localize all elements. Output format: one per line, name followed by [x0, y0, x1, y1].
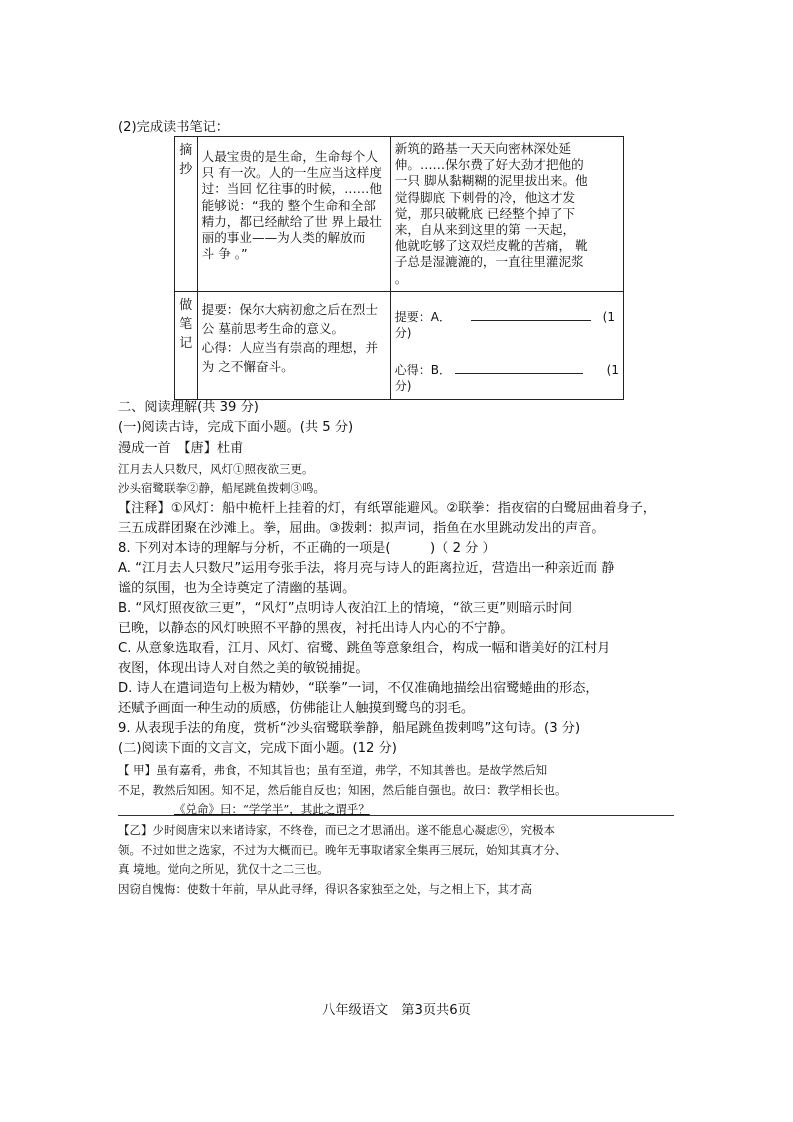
excerpt-left-line: 丽的事业——为人类的解放而 [201, 230, 366, 246]
excerpt-left-line: 过：当回 忆往事的时候，……他 [201, 181, 382, 197]
q8-option-a-2: 谧的氛围，也为全诗奠定了清幽的基调。 [118, 581, 356, 596]
passage-yi-line-4: 因窃自愧悔：使数十年前，早从此寻绎，得识各家独至之处，与之相上下，其才高 [118, 882, 532, 896]
q8-option-b-1: B. “风灯照夜欲三更”，“风灯”点明诗人夜泊江上的情境，“欲三更”则暗示时间 [118, 601, 573, 616]
question-8: 8. 下列对本诗的理解与分析，不正确的一项是( )（ 2 分 ） [118, 541, 496, 556]
passage-yi-line-2: 领。不过如世之选家，不过为大概而已。晚年无事取诸家全集再三展玩，始知其真才分、 [118, 843, 567, 857]
insight-points: (1 [606, 363, 619, 378]
question-9: 9. 从表现手法的角度，赏析“沙头宿鹭联拳静，船尾跳鱼拨剌鸣”这句诗。(3 分) [118, 721, 581, 736]
notes-label-text: 做 笔 记 [179, 297, 193, 351]
excerpt-right-line: 新筑的路基一天天向密林深处延 [394, 141, 572, 156]
reading-notes-table [174, 136, 624, 400]
passage-jia-line-2: 不足，教然后知困。知不足，然后能自反也；知困，然后能自强也。故曰：教学相长也。 [118, 783, 567, 797]
poem-line-1: 江月去人只数尺，风灯①照夜欲三更。 [118, 462, 314, 476]
insight-prefix: 心得：B． [394, 363, 451, 378]
poem-line-2: 沙头宿鹭联拳②静，船尾跳鱼拨剌③鸣。 [118, 481, 325, 495]
q8-option-b-2: 已晚，以静态的风灯映照不平静的黑夜，衬托出诗人内心的不宁静。 [118, 621, 514, 636]
excerpt-left-line: 斗 争 。” [201, 246, 248, 262]
summary-prefix: 提要：A． [394, 309, 451, 324]
notes-left-line: 公 墓前思考生命的意义。 [201, 320, 345, 336]
excerpt-left-line: 精力，都已经献给了世 界上最壮 [201, 213, 382, 229]
notes-label [175, 291, 198, 399]
notes-left-line: 为 之不懈奋斗。 [201, 358, 294, 374]
passage-jia-line-3: 《兑命》曰：“学学半”，其此之谓乎？ [174, 802, 370, 816]
excerpt-right-line: 觉得脚底 下刺骨的冷，他这才发 [394, 189, 576, 205]
excerpt-right-line: 觉，那只破靴底 已经整个掉了下 [394, 205, 576, 221]
passage-yi-line-1: 【乙】少时阅唐宋以来诸诗家，不终卷，而已之才思涌出。遂不能息心凝虑⑨，究极本 [118, 823, 555, 837]
excerpt-right-line: 他就吃够了这双烂皮靴的苦痛， 靴 [394, 238, 588, 254]
excerpt-right-line: 一只 脚从黏糊糊的泥里拔出来。他 [394, 173, 588, 189]
excerpt-right-line: 伸。……保尔费了好大劲才把他的 [394, 157, 584, 173]
excerpt-left-line: 人最宝贵的是生命，生命每个人 [201, 149, 378, 164]
summary-answer-line [395, 308, 619, 325]
q8-option-d-1: D. 诗人在遣词造句上极为精妙，“联拳”一词，不仅准确地描绘出宿鹭蜷曲的形态， [118, 681, 599, 696]
insight-answer-line [395, 361, 619, 378]
poem-title: 漫成一首 【唐】杜甫 [118, 441, 244, 456]
passage-divider [118, 815, 674, 816]
insight-answer-blank[interactable] [455, 361, 583, 374]
section2-title: 二、阅读理解(共 39 分) [118, 400, 259, 415]
passage-yi-line-3: 真 境地。觉向之所见，犹仅十之二三也。 [118, 862, 329, 876]
q8-option-c-1: C. 从意象选取看，江月、风灯、宿鹭、跳鱼等意象组合，构成一幅和谐美好的江村月 [118, 641, 611, 656]
notes-row [175, 291, 624, 399]
reading-notes-heading: (2)完成读书笔记： [118, 120, 229, 135]
notes-right-cell [390, 291, 623, 399]
excerpt-right-line: 来，自从来到这里的第 一天起， [394, 222, 576, 238]
notes-left-line: 心得：人应当有崇高的理想，并 [201, 339, 378, 355]
page-footer: 八年级语文 第3页共6页 [322, 1003, 471, 1018]
poem-note-line-1: 【注释】①风灯：船中桅杆上挂着的灯，有纸罩能避风。②联拳：指夜宿的白鹭屈曲着身子， [118, 501, 656, 516]
excerpt-left-line: 只 有一次。人的一生应当这样度 [201, 165, 382, 181]
q8-option-c-2: 夜图，体现出诗人对自然之美的敏锐捕捉。 [118, 661, 369, 676]
q8-option-a-1: A. “江月去人只数尺”运用夸张手法，将月亮与诗人的距离拉近，营造出一种亲近而 静 [118, 561, 615, 576]
summary-answer-blank[interactable] [471, 308, 591, 321]
part1-heading: (一)阅读古诗，完成下面小题。(共 5 分) [118, 420, 354, 435]
excerpt-label [175, 137, 198, 292]
excerpt-right-cell [390, 137, 623, 292]
q8-option-d-2: 还赋予画面一种生动的质感，仿佛能让人触摸到鹭鸟的羽毛。 [118, 701, 475, 716]
passage-jia-line-1: 【 甲】虽有嘉肴，弗食，不知其旨也；虽有至道，弗学，不知其善也。是故学然后知 [118, 763, 548, 777]
excerpt-left-line: 能够说：“我的 整个生命和全部 [201, 197, 376, 213]
excerpt-right-line: 子总是湿漉漉的，一直往里灌泥浆 [394, 254, 584, 270]
part2-heading: (二)阅读下面的文言文，完成下面小题。(12 分) [118, 741, 397, 756]
notes-left-line: 提要：保尔大病初愈之后在烈士 [201, 301, 378, 317]
spacer [395, 341, 619, 361]
summary-points-end: 分) [394, 326, 412, 341]
excerpt-left-cell [197, 137, 390, 292]
excerpt-row [175, 137, 624, 292]
insight-points-end: 分) [394, 379, 412, 394]
excerpt-right-line: 。 [394, 270, 408, 286]
notes-left-cell [197, 291, 390, 399]
excerpt-label-text: 摘 抄 [179, 143, 193, 177]
summary-points: (1 [602, 309, 615, 324]
poem-note-line-2: 三五成群团聚在沙滩上。拳，屈曲。③拨剌：拟声词，指鱼在水里跳动发出的声音。 [118, 521, 605, 536]
